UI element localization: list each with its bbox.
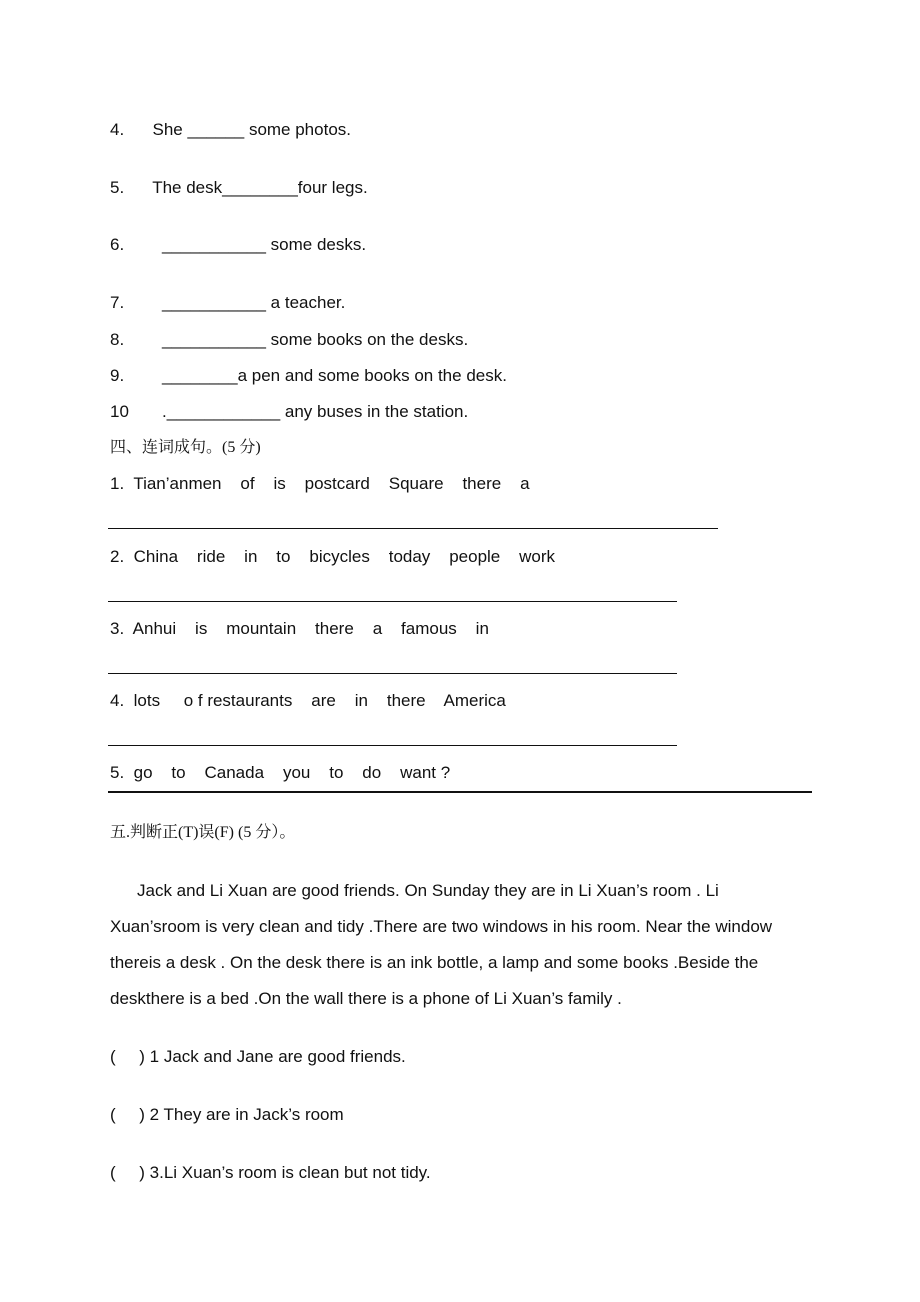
fill-item-7: 7. ___________ a teacher. [110,293,346,312]
fill-item-5: 5. The desk________four legs. [110,178,368,197]
fill-item-8: 8. ___________ some books on the desks. [110,330,469,349]
answer-line-1 [108,528,718,529]
fill-item-4: 4. She ______ some photos. [110,120,351,139]
reading-passage: Jack and Li Xuan are good friends. On Sunday they are in Li Xuan’s room . Li Xuan’sroom is very clean and tidy .There are two windows in his room. Near the window thereis a desk . On the desk there is an ink bottle, a lamp and some books .Beside the deskthere is a bed .On the wall there is a phone of Li Xuan’s family . [110,881,773,1008]
fill-item-10: 10 .____________ any buses in the station. [110,402,469,421]
reorder-item-5: 5. go to Canada you to do want ? [110,763,451,782]
fill-item-6: 6. ___________ some desks. [110,235,367,254]
section-divider [108,791,812,793]
section4-heading: 四、连词成句。(5 分) [110,439,261,456]
tf-question-3: ( ) 3.Li Xuan’s room is clean but not tidy. [110,1163,431,1182]
tf-question-1: ( ) 1 Jack and Jane are good friends. [110,1047,406,1066]
answer-line-3 [108,673,677,674]
reorder-item-3: 3. Anhui is mountain there a famous in [110,619,489,638]
section5-heading: 五.判断正(T)误(F) (5 分）。 [110,824,296,841]
tf-question-2: ( ) 2 They are in Jack’s room [110,1105,344,1124]
reorder-item-1: 1. Tian’anmen of is postcard Square there a [110,474,530,493]
answer-line-4 [108,745,677,746]
answer-line-2 [108,601,677,602]
reorder-item-2: 2. China ride in to bicycles today people work [110,547,556,566]
fill-item-9: 9. ________a pen and some books on the desk. [110,366,507,385]
reorder-item-4: 4. lots o f restaurants are in there America [110,691,506,710]
